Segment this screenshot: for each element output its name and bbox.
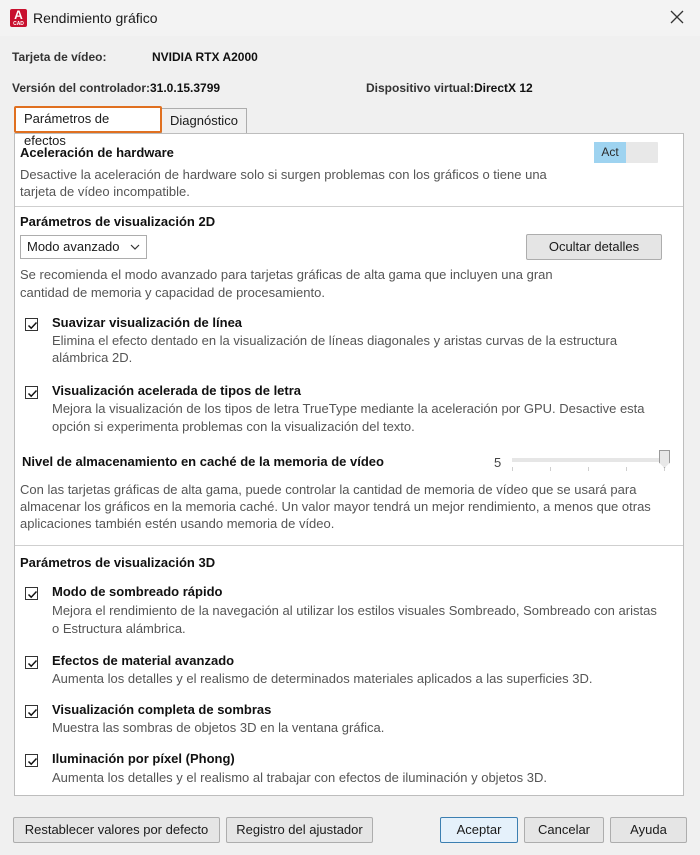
full-shadows-desc-1: Muestra las sombras de objetos 3D en la ventana gráfica. xyxy=(52,720,385,735)
advanced-material-checkbox[interactable] xyxy=(25,656,38,669)
cache-level-slider-track[interactable] xyxy=(512,458,666,462)
driver-version-value: 31.0.15.3799 xyxy=(150,81,221,95)
cache-level-title: Nivel de almacenamiento en caché de la memoria de vídeo xyxy=(22,454,384,469)
checkmark-icon xyxy=(26,657,39,670)
smooth-line-checkbox[interactable] xyxy=(25,318,38,331)
virtual-device-value: DirectX 12 xyxy=(474,81,533,95)
toggle-on-label: Act xyxy=(594,142,626,163)
checkmark-icon xyxy=(26,319,39,332)
app-logo-icon xyxy=(10,9,27,27)
advanced-material-desc-1: Aumenta los detalles y el realismo de determinados materiales aplicados a las superficies 3D. xyxy=(52,671,593,686)
fast-shading-checkbox[interactable] xyxy=(25,587,38,600)
accelerated-fonts-checkbox[interactable] xyxy=(25,386,38,399)
accelerated-fonts-desc-2: opción si experimenta problemas con la visualización del texto. xyxy=(52,419,415,434)
app-logo-sub: CAD xyxy=(13,21,24,27)
display-2d-desc-2: cantidad de memoria y capacidad de procesamiento. xyxy=(20,285,325,300)
tab-diagnostics[interactable]: Diagnóstico xyxy=(161,108,247,133)
hardware-acceleration-desc-1: Desactive la aceleración de hardware solo si surgen problemas con los gráficos o tiene una xyxy=(20,167,547,182)
fast-shading-title: Modo de sombreado rápido xyxy=(52,584,223,599)
smooth-line-desc-2: alámbrica 2D. xyxy=(52,350,133,365)
cache-level-desc-2: almacenar los gráficos en la memoria caché. Un valor mayor tendrá un mejor rendimiento, a menos que otras xyxy=(20,499,651,514)
chevron-down-icon xyxy=(130,236,140,267)
slider-tick xyxy=(626,467,627,471)
display-mode-select[interactable] xyxy=(20,235,147,259)
per-pixel-lighting-desc-1: Aumenta los detalles y el realismo al trabajar con efectos de iluminación y objetos 3D. xyxy=(52,770,547,785)
checkmark-icon xyxy=(26,706,39,719)
cache-level-desc-3: aplicaciones también estén usando memoria de vídeo. xyxy=(20,516,335,531)
display-2d-title: Parámetros de visualización 2D xyxy=(20,214,216,229)
divider xyxy=(15,545,683,546)
accelerated-fonts-title: Visualización acelerada de tipos de letra xyxy=(52,383,302,398)
app-logo-letter: A xyxy=(14,8,23,22)
full-shadows-title: Visualización completa de sombras xyxy=(52,702,272,717)
checkmark-icon xyxy=(26,387,39,400)
display-mode-value: Modo avanzado xyxy=(27,239,120,254)
slider-tick xyxy=(588,467,589,471)
hardware-acceleration-toggle[interactable] xyxy=(594,142,658,163)
cache-level-value: 5 xyxy=(494,455,502,470)
close-icon[interactable] xyxy=(664,5,690,29)
help-button[interactable]: Ayuda xyxy=(610,817,687,843)
display-2d-desc-1: Se recomienda el modo avanzado para tarjetas gráficas de alta gama que incluyen una gran xyxy=(20,267,553,282)
fast-shading-desc-1: Mejora el rendimiento de la navegación al utilizar los estilos visuales Sombreado, Sombreado con aristas xyxy=(52,603,657,618)
hardware-acceleration-title: Aceleración de hardware xyxy=(20,145,174,160)
window-title: Rendimiento gráfico xyxy=(33,10,158,26)
checkmark-icon xyxy=(26,755,39,768)
display-3d-title: Parámetros de visualización 3D xyxy=(20,555,216,570)
fast-shading-desc-2: o Estructura alámbrica. xyxy=(52,621,186,636)
virtual-device-label: Dispositivo virtual: xyxy=(366,81,475,95)
tab-effects-settings[interactable]: Parámetros de efectos xyxy=(14,106,162,133)
accept-button[interactable]: Aceptar xyxy=(440,817,518,843)
tuner-log-button[interactable]: Registro del ajustador xyxy=(226,817,373,843)
driver-version-label: Versión del controlador: xyxy=(12,81,151,95)
hide-details-button[interactable]: Ocultar detalles xyxy=(526,234,662,260)
accelerated-fonts-desc-1: Mejora la visualización de los tipos de letra TrueType mediante la aceleración por GPU. Desactive esta xyxy=(52,401,645,416)
advanced-material-title: Efectos de material avanzado xyxy=(52,653,235,668)
video-card-value: NVIDIA RTX A2000 xyxy=(152,50,258,64)
video-card-label: Tarjeta de vídeo: xyxy=(12,50,107,64)
smooth-line-desc-1: Elimina el efecto dentado en la visualización de líneas diagonales y aristas curvas de la estructura xyxy=(52,333,618,348)
checkmark-icon xyxy=(26,588,39,601)
per-pixel-lighting-title: Iluminación por píxel (Phong) xyxy=(52,751,235,766)
reset-defaults-button[interactable]: Restablecer valores por defecto xyxy=(13,817,220,843)
slider-tick xyxy=(512,467,513,471)
hardware-acceleration-desc-2: tarjeta de vídeo incompatible. xyxy=(20,184,190,199)
smooth-line-title: Suavizar visualización de línea xyxy=(52,315,243,330)
cache-level-desc-1: Con las tarjetas gráficas de alta gama, puede controlar la cantidad de memoria de vídeo que se usará para xyxy=(20,482,637,497)
divider xyxy=(15,206,683,207)
full-shadows-checkbox[interactable] xyxy=(25,705,38,718)
slider-tick xyxy=(550,467,551,471)
per-pixel-lighting-checkbox[interactable] xyxy=(25,754,38,767)
cancel-button[interactable]: Cancelar xyxy=(524,817,604,843)
